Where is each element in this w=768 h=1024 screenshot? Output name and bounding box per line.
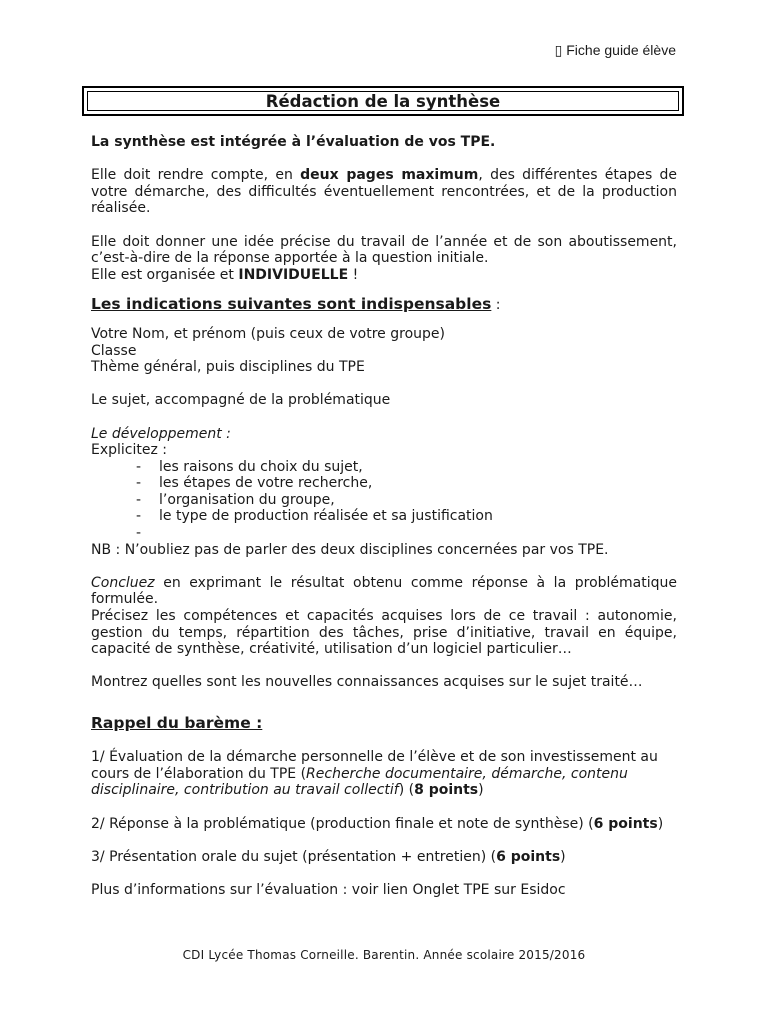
intro-bold: La synthèse est intégrée à l’évaluation de vos TPE.: [91, 134, 496, 150]
bareme3-points: 6 points: [496, 848, 561, 865]
info-line-3: Thème général, puis disciplines du TPE: [91, 359, 365, 376]
para2-a: Elle est organisée et: [91, 266, 239, 283]
spacer: [91, 658, 677, 675]
bareme-heading-line: [91, 714, 677, 733]
bareme-heading: Rappel du barème :: [91, 714, 263, 732]
spacer: [91, 865, 677, 882]
bareme-item-1: [91, 749, 677, 799]
para2-bold: INDIVIDUELLE: [238, 266, 349, 283]
section1-heading: Les indications suivantes sont indispensables: [91, 295, 492, 314]
spacer: [91, 283, 677, 295]
bareme1-points: 8 points: [414, 782, 479, 799]
explicitez-label: Explicitez :: [91, 442, 168, 459]
spacer: [91, 151, 677, 168]
para2-c: !: [348, 266, 359, 283]
bareme1-italic: Recherche documentaire, démarche, contenu disciplinaire, contribution au travail collectif: [91, 765, 628, 799]
bareme1-a: 1/ Évaluation de la démarche personnelle de l’élève et de son investissement au cours de l’élaboration du TPE (: [91, 749, 658, 782]
para1-bold: deux pages maximum: [300, 167, 479, 184]
spacer: [91, 314, 677, 326]
list-item: - le type de production réalisée et sa justification: [136, 508, 493, 525]
info-line-1: Votre Nom, et prénom (puis ceux de votre groupe): [91, 325, 445, 342]
page-footer: CDI Lycée Thomas Corneille. Barentin. Année scolaire 2015/2016: [182, 948, 586, 962]
title-box: [82, 86, 684, 116]
para1-a: Elle doit rendre compte, en: [91, 167, 301, 184]
bareme1-b: ) (: [398, 782, 415, 799]
nb-line: NB : N’oubliez pas de parler des deux disciplines concernées par vos TPE.: [91, 541, 609, 558]
list-item-text: les étapes de votre recherche,: [159, 475, 373, 492]
conclusion: [91, 575, 677, 608]
developpement-italic: Le développement :: [91, 425, 231, 442]
conclusion-rest: en exprimant le résultat obtenu comme réponse à la problématique formulée.: [91, 574, 677, 608]
more-info-line: Plus d’informations sur l’évaluation : voir lien Onglet TPE sur Esidoc: [91, 881, 566, 898]
developpement-label: [91, 426, 677, 443]
montrez-line: Montrez quelles sont les nouvelles connaissances acquises sur le sujet traité…: [91, 674, 643, 691]
intro: [91, 134, 677, 151]
spacer: [91, 799, 677, 816]
explicitez-list: [91, 459, 677, 542]
paragraph-2: Elle doit donner une idée précise du travail de l’année et de son aboutissement, c’est-à-dire de la réponse apportée à la question initiale.: [91, 233, 677, 267]
para1-c: , des différentes étapes de votre démarche, des difficultés éventuellement rencontrées, et de la production réalisée.: [91, 167, 678, 217]
document-body: [91, 134, 677, 899]
page-title: Rédaction de la synthèse: [265, 91, 501, 111]
header-note: [555, 42, 676, 59]
spacer: [91, 217, 677, 234]
bareme-item-3: [91, 849, 677, 866]
spacer: [91, 733, 677, 750]
bareme2-a: 2/ Réponse à la problématique (production finale et note de synthèse) (: [91, 815, 594, 832]
spacer: [91, 409, 677, 426]
list-item-text: les raisons du choix du sujet,: [159, 458, 363, 475]
header-note-label: Fiche guide élève: [566, 42, 676, 58]
section1-suffix: :: [491, 297, 501, 314]
bareme3-c: ): [560, 848, 566, 865]
bareme3-a: 3/ Présentation orale du sujet (présentation + entretien) (: [91, 848, 497, 865]
list-item: - les raisons du choix du sujet,: [136, 458, 363, 475]
bareme2-points: 6 points: [593, 815, 658, 832]
conclusion-italic: Concluez: [91, 574, 155, 591]
spacer: [91, 558, 677, 575]
list-item: - les étapes de votre recherche,: [136, 475, 373, 492]
spacer: [91, 832, 677, 849]
competences: Précisez les compétences et capacités acquises lors de ce travail : autonomie, gestion du temps, répartition des tâches, prise d’initiative, travail en équipe, capacité de synthèse, créativité, utilisation d’un logiciel particulier…: [91, 608, 677, 658]
spacer: [91, 376, 677, 393]
list-item: - l’organisation du groupe,: [136, 491, 335, 508]
spacer: [91, 691, 677, 714]
sujet-line: Le sujet, accompagné de la problématique: [91, 392, 391, 409]
bareme2-c: ): [657, 815, 664, 832]
list-item-text: l’organisation du groupe,: [159, 491, 335, 508]
list-item-text: le type de production réalisée et sa justification: [159, 508, 493, 525]
box-icon: ▯: [554, 42, 563, 58]
info-line-2: Classe: [91, 342, 137, 359]
bareme-item-2: [91, 816, 677, 833]
paragraph-1: [91, 167, 677, 217]
bareme1-c: ): [478, 782, 484, 799]
paragraph-2-line2: [91, 267, 677, 284]
list-item: -: [91, 525, 677, 542]
section1-heading-line: [91, 295, 677, 314]
